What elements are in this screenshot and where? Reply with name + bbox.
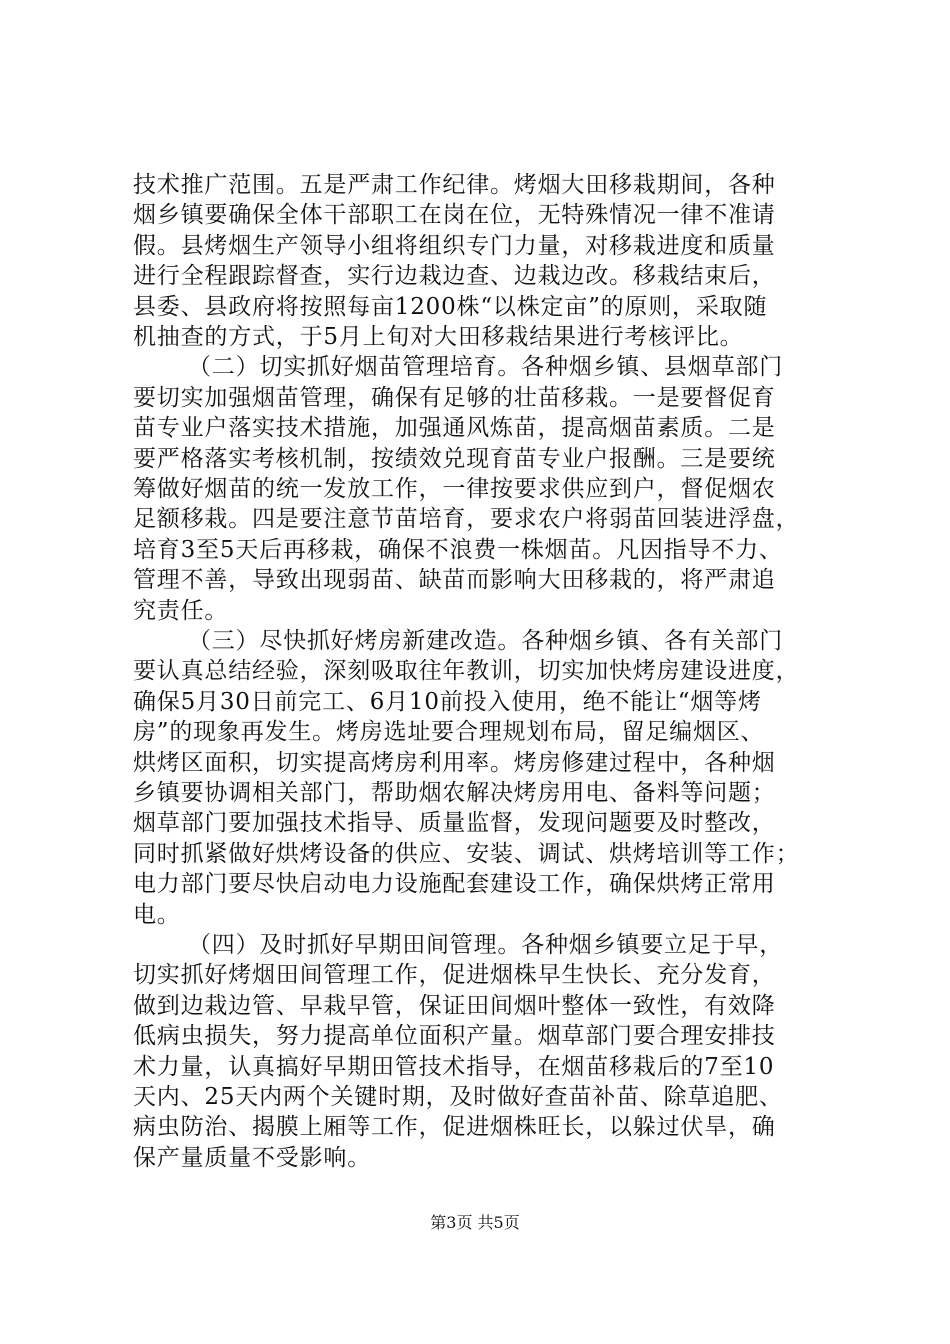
- section-heading-line: （二）切实抓好烟苗管理培育。各种烟乡镇、县烟草部门: [188, 354, 783, 381]
- text-line: 要认真总结经验，深刻吸取往年教训，切实加快烤房建设进度，: [133, 658, 800, 685]
- text-line: 烟乡镇要确保全体干部职工在岗在位，无特殊情况一律不准请: [133, 202, 776, 229]
- text-line: 要切实加强烟苗管理，确保有足够的壮苗移栽。一是要督促育: [133, 384, 776, 411]
- text-line: 烘烤区面积，切实提高烤房利用率。烤房修建过程中，各种烟: [133, 749, 776, 776]
- text-line: 烟草部门要加强技术指导、质量监督，发现问题要及时整改，: [133, 810, 776, 837]
- text-line: 苗专业户落实技术措施，加强通风炼苗，提高烟苗素质。二是: [133, 415, 776, 442]
- text-line: 电。: [133, 901, 181, 928]
- text-line: 乡镇要协调相关部门，帮助烟农解决烤房用电、备料等问题；: [133, 780, 776, 806]
- section-heading-line: （四）及时抓好早期田间管理。各种烟乡镇要立足于早，: [188, 932, 783, 958]
- text-line: 电力部门要尽快启动电力设施配套建设工作，确保烘烤正常用: [133, 871, 776, 898]
- text-line: 筹做好烟苗的统一发放工作，一律按要求供应到户，督促烟农: [133, 476, 776, 502]
- text-line: 要严格落实考核机制，按绩效兑现育苗专业户报酬。三是要统: [133, 445, 776, 472]
- section-heading-line: （三）尽快抓好烤房新建改造。各种烟乡镇、各有关部门: [188, 628, 783, 654]
- text-line: 同时抓紧做好烘烤设备的供应、安装、调试、烘烤培训等工作；: [133, 840, 800, 867]
- text-line: 确保5月30日前完工、6月10前投入使用，绝不能让“烟等烤: [133, 688, 762, 715]
- text-line: 培育3至5天后再移栽，确保不浪费一株烟苗。凡因指导不力、: [133, 536, 783, 563]
- text-line: 保产量质量不受影响。: [133, 1144, 371, 1171]
- text-line: 做到边栽边管、早栽早管，保证田间烟叶整体一致性，有效降: [133, 992, 776, 1019]
- text-line: 切实抓好烤烟田间管理工作，促进烟株早生快长、充分发育，: [133, 962, 776, 989]
- text-line: 究责任。: [133, 597, 229, 624]
- text-line: 管理不善，导致出现弱苗、缺苗而影响大田移栽的，将严肃追: [133, 567, 776, 594]
- text-line: 假。县烤烟生产领导小组将组织专门力量，对移栽进度和质量: [133, 232, 776, 259]
- text-line: 病虫防治、揭膜上厢等工作，促进烟株旺长，以躲过伏旱，确: [133, 1114, 776, 1141]
- text-line: 低病虫损失，努力提高单位面积产量。烟草部门要合理安排技: [133, 1023, 776, 1050]
- text-line: 进行全程跟踪督查，实行边栽边查、边栽边改。移栽结束后，: [133, 263, 776, 290]
- text-line: 机抽查的方式，于5月上旬对大田移栽结果进行考核评比。: [133, 324, 744, 350]
- text-line: 县委、县政府将按照每亩1200株“以株定亩”的原则，采取随: [133, 293, 768, 320]
- page-number-footer: 第3页 共5页: [430, 1213, 520, 1232]
- text-line: 足额移栽。四是要注意节苗培育，要求农户将弱苗回装进浮盘，: [133, 506, 800, 533]
- text-line: 术力量，认真搞好早期田管技术指导，在烟苗移栽后的7至10: [133, 1053, 775, 1080]
- text-line: 技术推广范围。五是严肃工作纪律。烤烟大田移栽期间，各种: [133, 172, 776, 198]
- text-line: 房”的现象再发生。烤房选址要合理规划布局，留足编烟区、: [133, 719, 765, 746]
- text-line: 天内、25天内两个关键时期，及时做好查苗补苗、除草追肥、: [133, 1084, 783, 1110]
